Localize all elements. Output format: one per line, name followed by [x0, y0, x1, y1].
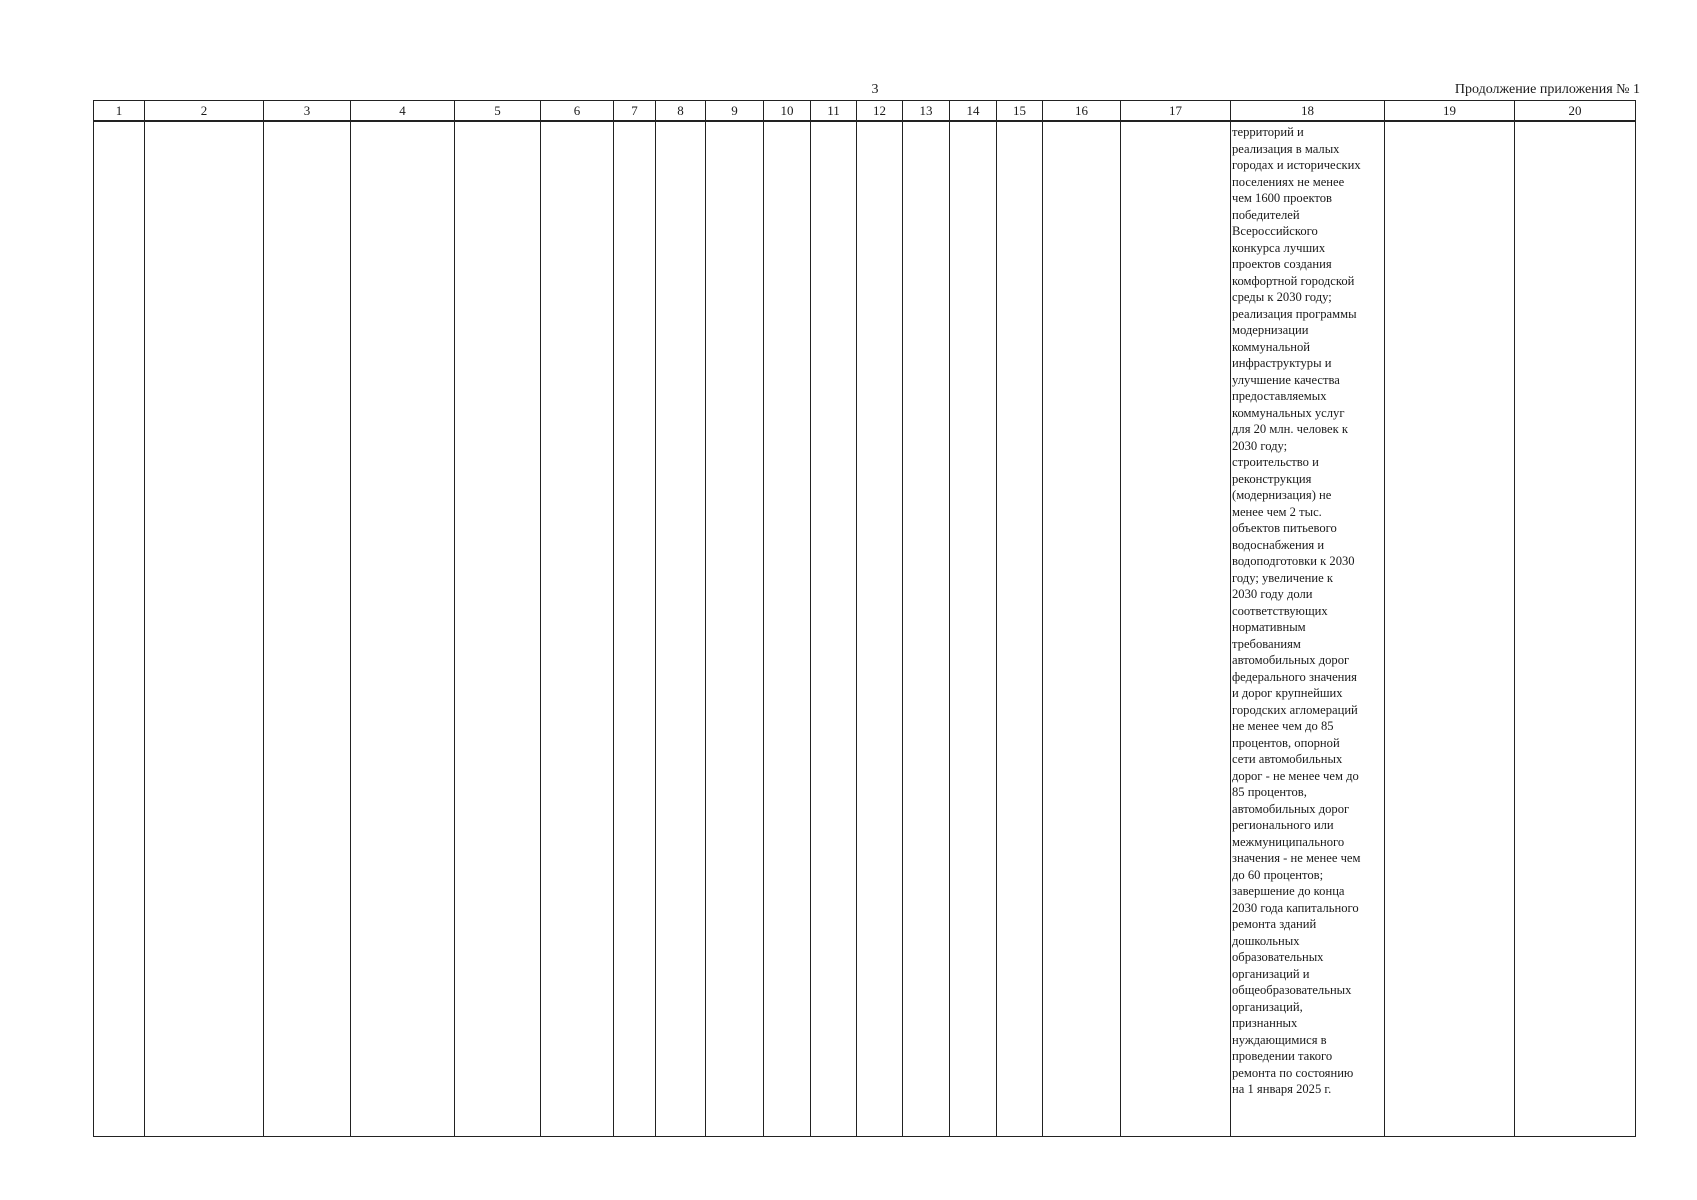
- page-number: 3: [871, 82, 879, 97]
- table-cell: [997, 121, 1043, 1137]
- column-header: 10: [764, 101, 811, 122]
- table-cell: [811, 121, 857, 1137]
- data-table: [93, 100, 1636, 1137]
- continuation-title: Продолжение приложения № 1: [1454, 82, 1640, 97]
- table-cell-col18: [1231, 121, 1385, 1137]
- column-header: 13: [903, 101, 950, 122]
- table-cell: [903, 121, 950, 1137]
- table-cell: [264, 121, 351, 1137]
- table-cell: [1121, 121, 1231, 1137]
- table-cell: [706, 121, 764, 1137]
- table-cell: [764, 121, 811, 1137]
- column-header: 3: [264, 101, 351, 122]
- column-header: 8: [656, 101, 706, 122]
- column-header: 16: [1043, 101, 1121, 122]
- table-cell: [455, 121, 541, 1137]
- column-header: 5: [455, 101, 541, 122]
- column-header: 4: [351, 101, 455, 122]
- column-header: 20: [1515, 101, 1636, 122]
- column-header: 14: [950, 101, 997, 122]
- table-cell: [950, 121, 997, 1137]
- table-cell: [614, 121, 656, 1137]
- column-header: 7: [614, 101, 656, 122]
- table-cell: [94, 121, 145, 1137]
- column-header: 6: [541, 101, 614, 122]
- table-cell: [145, 121, 264, 1137]
- column18-text: территорий и реализация в малых городах и исторических поселениях не менее чем 1600 проектов победителей Всероссийского конкурса лучших проектов создания комфортной городской среды к 2030 году; реализация программы модернизации коммунальной инфраструктуры и улучшение качества предоставляемых коммунальных услуг для 20 млн. человек к 2030 году; строительство и реконструкция (модернизация) не менее чем 2 тыс. объектов питьевого водоснабжения и водоподготовки к 2030 году; увеличение к 2030 году доли соответствующих нормативным требованиям автомобильных дорог федерального значения и дорог крупнейших городских агломераций не менее чем до 85 процентов, опорной сети автомобильных дорог - не менее чем до 85 процентов, автомобильных дорог регионального или межмуниципального значения - не менее чем до 60 процентов; завершение до конца 2030 года капитального ремонта зданий дошкольных образовательных организаций и общеобразовательных организаций, признанных нуждающимися в проведении такого ремонта по состоянию на 1 января 2025 г.: [1232, 125, 1361, 1096]
- column-header: 9: [706, 101, 764, 122]
- table-cell: [351, 121, 455, 1137]
- table-row: [94, 121, 1636, 1137]
- column-header: 17: [1121, 101, 1231, 122]
- table-cell: [541, 121, 614, 1137]
- table-cell: [1043, 121, 1121, 1137]
- column-header: 1: [94, 101, 145, 122]
- table-cell: [1515, 121, 1636, 1137]
- table-cell: [656, 121, 706, 1137]
- table-cell: [857, 121, 903, 1137]
- column-header: 2: [145, 101, 264, 122]
- column-header: 12: [857, 101, 903, 122]
- column-header: 18: [1231, 101, 1385, 122]
- table-cell: [1385, 121, 1515, 1137]
- column-header: 15: [997, 101, 1043, 122]
- column-header: 19: [1385, 101, 1515, 122]
- column-number-row: [94, 101, 1636, 122]
- column-header: 11: [811, 101, 857, 122]
